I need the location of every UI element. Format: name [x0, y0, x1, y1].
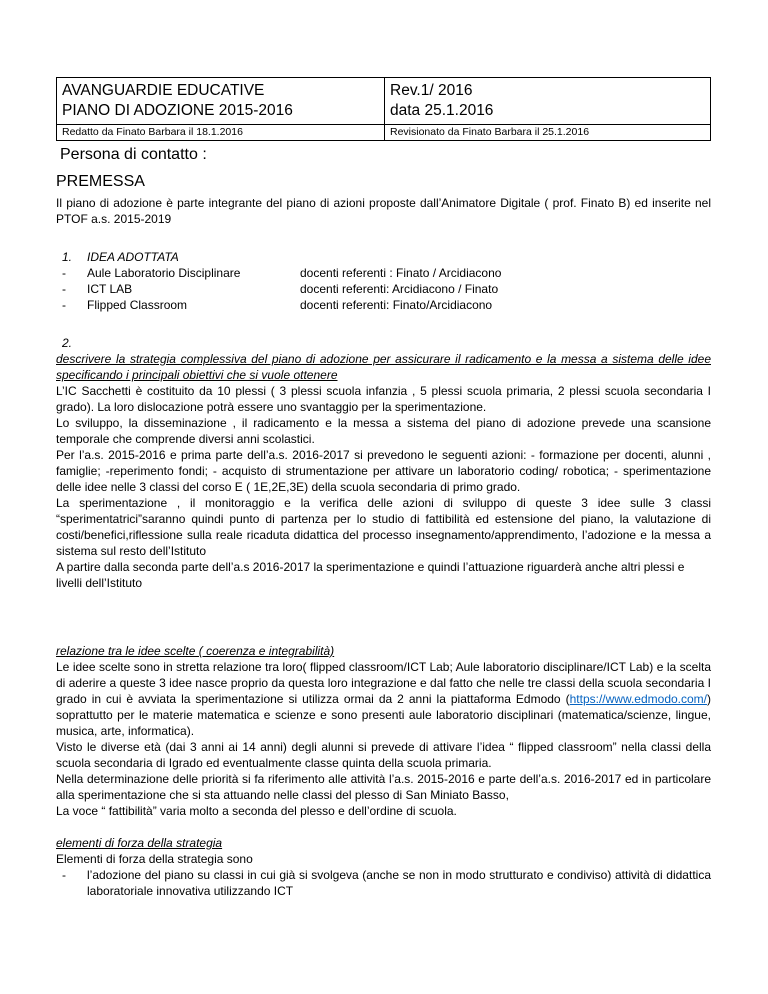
edmodo-link[interactable]: https://www.edmodo.com/	[569, 692, 707, 706]
idea-referents: docenti referenti : Finato / Arcidiacono	[300, 266, 502, 280]
section3-paragraph-1	[56, 659, 711, 739]
idea-dash: -	[62, 298, 66, 312]
header-revision: Rev.1/ 2016	[390, 82, 473, 99]
idea-name: Flipped Classroom	[87, 298, 188, 312]
idea-dash: -	[62, 282, 66, 296]
header-left-title-line2: PIANO DI ADOZIONE 2015-2016	[62, 102, 293, 119]
section3-heading: relazione tra le idee scelte ( coerenza e integrabilità)	[56, 644, 335, 658]
header-left-title	[57, 78, 385, 125]
idea-name: ICT LAB	[87, 282, 133, 296]
header-left-title-line1: AVANGUARDIE EDUCATIVE	[62, 82, 265, 99]
ideas-title: IDEA ADOTTATA	[87, 250, 179, 264]
contact-label: Persona di contatto :	[60, 146, 207, 163]
section2-paragraph-1: L’IC Sacchetti è costituito da 10 plessi ( 3 plessi scuola infanzia , 5 plessi scuola primaria, 2 plessi scuola secondaria I grado). La loro dislocazione potrà essere uno svantaggio per la sperimentazione.	[56, 384, 711, 414]
header-right-title	[385, 78, 711, 125]
section2-number: 2.	[62, 336, 73, 350]
premessa-paragraph: Il piano di adozione è parte integrante del piano di azioni proposte dall’Animatore Digitale ( prof. Finato B) ed inserite nel PTOF a.s. 2015-2019	[56, 196, 711, 226]
header-revision-note: Revisionato da Finato Barbara il 25.1.2016	[385, 125, 711, 141]
section4-heading: elementi di forza della strategia	[56, 836, 223, 850]
header-table	[56, 77, 711, 141]
bullet-text: l’adozione del piano su classi in cui già si svolgeva (anche se non in modo strutturato e condiviso) attività di didattica laboratoriale innovativa utilizzando ICT	[87, 868, 711, 898]
section2-paragraph-3: Per l’a.s. 2015-2016 e prima parte dell’a.s. 2016-2017 si prevedono le seguenti azioni: - formazione per docenti, alunni , famiglie; -reperimento fondi; - acquisto di strumentazione per attivare un laboratorio coding/ robotica; - sperimentazione delle idee nelle 3 classi del corso E ( 1E,2E,3E) della scuola secondaria di primo grado.	[56, 448, 711, 494]
idea-referents: docenti referenti: Arcidiacono / Finato	[300, 282, 499, 296]
section2-paragraph-2: Lo sviluppo, la disseminazione , il radicamento e la messa a sistema del piano di adozione prevede una scansione temporale che comprende diversi anni scolastici.	[56, 416, 711, 446]
section2-paragraph-5: A partire dalla seconda parte dell’a.s 2016-2017 la sperimentazione e quindi l’attuazione riguarderà anche altri plessi e livelli dell’Istituto	[56, 560, 685, 590]
ideas-number: 1.	[62, 250, 73, 264]
header-date: data 25.1.2016	[390, 102, 494, 119]
section3-text-before-link: Le idee scelte sono in stretta relazione tra loro( flipped classroom/ICT Lab; Aule laboratorio disciplinare/ICT Lab) e la scelta di aderire a queste 3 idee nasce proprio da questa loro integrazione e dal fatto che nelle tre classi della scuola secondaria I grado in cui è avviata la sperimentazione si utilizza ormai da 2 anni la piattaforma Edmodo (	[56, 660, 711, 706]
section3-paragraph-3: Nella determinazione delle priorità si fa riferimento alle attività l’a.s. 2015-2016 e parte dell’a.s. 2016-2017 ed in particolare alla sperimentazione che si sta attuando nelle classi del plesso di San Miniato Basso,	[56, 772, 711, 802]
idea-referents: docenti referenti: Finato/Arcidiacono	[300, 298, 493, 312]
section2-paragraph-4: La sperimentazione , il monitoraggio e la verifica delle azioni di sviluppo di queste 3 idee sulle 3 classi “sperimentatrici”saranno quindi punto di partenza per lo studio di fattibilità ed estensione del piano, la valutazione di costi/benefici,riflessione sulla reale ricaduta didattica del processo insegnamento/apprendimento, l’adozione e la messa a sistema sul resto dell’Istituto	[56, 496, 711, 558]
section3-paragraph-4: La voce “ fattibilità” varia molto a seconda del plesso e dell’ordine di scuola.	[56, 804, 457, 818]
list-item	[56, 867, 711, 899]
idea-name: Aule Laboratorio Disciplinare	[87, 266, 241, 280]
section2-heading: descrivere la strategia complessiva del piano di adozione per assicurare il radicamento e la messa a sistema delle idee specificando i principali obiettivi che si vuole ottenere	[56, 352, 711, 382]
section4-intro: Elementi di forza della strategia sono	[56, 852, 253, 866]
section-strategy	[56, 351, 711, 591]
premessa-text	[56, 195, 711, 227]
section-relation	[56, 643, 711, 819]
header-author-note: Redatto da Finato Barbara il 18.1.2016	[57, 125, 385, 141]
section3-paragraph-2: Visto le diverse età (dai 3 anni ai 14 anni) degli alunni si prevede di attivare l’idea “ flipped classroom” nella classi della scuola secondaria di Igrado ed eventualmente classe quinta della scuola primaria.	[56, 740, 711, 770]
idea-dash: -	[62, 266, 66, 280]
bullet-dash: -	[62, 868, 66, 882]
section-strengths	[56, 835, 711, 899]
premessa-title: PREMESSA	[56, 173, 145, 190]
section3-text-after-link: ) soprattutto per le materie matematica e scienze e sono presenti aule laboratorio disciplinari (matematica/scienze, lingue, musica, arte, informatica).	[56, 692, 711, 738]
